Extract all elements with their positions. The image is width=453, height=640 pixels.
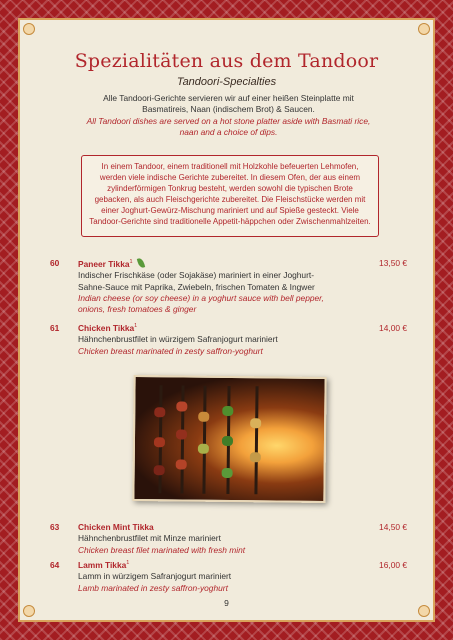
item-name: Lamm Tikka [78, 560, 127, 570]
menu-page [18, 18, 435, 622]
item-marker: 1 [126, 560, 130, 567]
item-description-de: Hähnchenbrustfilet in würzigem Safranjogurt mariniert [78, 334, 278, 345]
leaf-icon [136, 257, 144, 268]
vegetable-piece [250, 452, 261, 462]
corner-ornament [418, 23, 430, 35]
item-name: Chicken Mint Tikka [78, 522, 154, 532]
menu-item [50, 258, 407, 316]
menu-item [50, 560, 407, 594]
item-number: 60 [50, 258, 60, 268]
tandoori-skewers-photo [132, 375, 326, 503]
intro-english: All Tandoori dishes are served on a hot stone platter aside with Basmati rice, naan and a choice of dips. [86, 115, 371, 138]
item-description-en: Chicken breast filet marinated with fresh mint [78, 544, 246, 555]
page-title: Spezialitäten aus dem Tandoor [74, 50, 379, 72]
item-description-de: Lamm in würzigem Safranjogurt mariniert [78, 571, 232, 582]
item-description-en: Lamb marinated in zesty saffron-yoghurt [78, 582, 228, 593]
vegetable-piece [222, 468, 233, 478]
item-number: 61 [50, 323, 60, 333]
item-name: Chicken Tikka [78, 323, 135, 333]
skewer [254, 386, 258, 494]
menu-item [50, 323, 407, 357]
vegetable-piece [250, 418, 261, 428]
item-description-de: Hähnchenbrustfilet mit Minze mariniert [78, 533, 221, 544]
item-number: 64 [50, 560, 60, 570]
skewer [202, 386, 206, 494]
meat-piece [154, 465, 165, 475]
corner-ornament [23, 23, 35, 35]
item-description-en: Chicken breast marinated in zesty saffron-yoghurt [78, 345, 263, 356]
menu-item [50, 522, 407, 556]
item-description-de: Indischer Frischkäse (oder Sojakäse) mariniert in einer Joghurt-Sahne-Sauce mit Paprika, Zwiebeln, frischen Tomaten & Ingwer [78, 270, 315, 292]
intro-text [80, 93, 377, 138]
item-name: Paneer Tikka [78, 259, 130, 269]
item-description-en: Indian cheese (or soy cheese) in a yoghurt sauce with bell pepper, onions, fresh tomatoes & ginger [78, 293, 324, 315]
page-subtitle: Tandoori-Specialties [176, 76, 277, 88]
item-price: 14,00 € [379, 323, 407, 333]
intro-german: Alle Tandoori-Gerichte servieren wir auf einer heißen Steinplatte mit Basmatireis, Naan (indischem Brot) & Saucen. [103, 93, 354, 115]
meat-piece [154, 407, 165, 417]
meat-piece [176, 401, 187, 411]
vegetable-piece [222, 406, 233, 416]
vegetable-piece [222, 436, 233, 446]
meat-piece [176, 429, 187, 439]
item-price: 13,50 € [379, 258, 407, 268]
vegetable-piece [198, 444, 209, 454]
meat-piece [176, 459, 187, 469]
item-marker: 1 [129, 259, 133, 266]
item-price: 16,00 € [379, 560, 407, 570]
meat-piece [154, 437, 165, 447]
item-marker: 1 [134, 323, 138, 330]
item-price: 14,50 € [379, 522, 407, 532]
item-number: 63 [50, 522, 60, 532]
vegetable-piece [198, 412, 209, 422]
tandoor-info-box: In einem Tandoor, einem traditionell mit Holzkohle befeuerten Lehmofen, werden viele indische Gerichte zubereitet. In diesem Ofen, der aus einem zylinderförmigen Tonkrug besteht, werden sowohl die typischen Brote gebacken, als auch Fleischgerichte zubereitet. Die Fleischstücke werden mit einer Joghurt-Gewürz-Mischung mariniert und auf Spieße gesteckt. Viele Tandoor-Gerichte sind traditionelle Appetit-häppchen oder Zwischenmahlzeiten. [81, 155, 379, 237]
page-number: 9 [224, 598, 229, 608]
